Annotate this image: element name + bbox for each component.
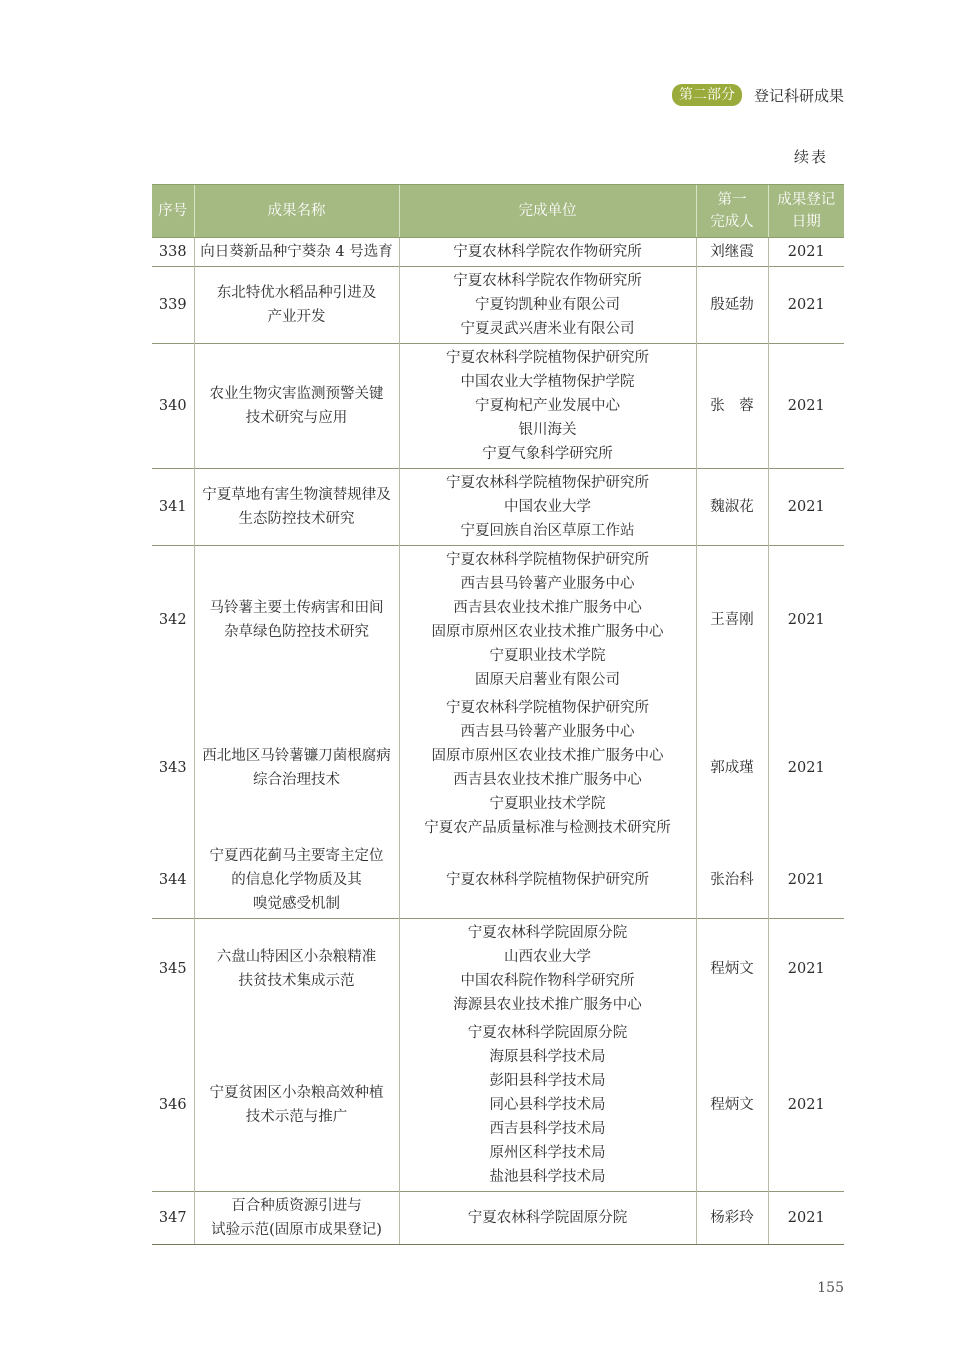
completing-units: [399, 1019, 696, 1192]
completing-units-line: 宁夏农林科学院农作物研究所: [453, 273, 642, 289]
registration-year: 2021: [768, 919, 844, 1020]
table-row: [152, 344, 844, 469]
completing-units-line: 宁夏枸杞产业发展中心: [475, 398, 620, 414]
first-person: 张治科: [696, 842, 768, 919]
row-number: 341: [152, 469, 194, 546]
completing-units-line: 原州区科学技术局: [489, 1145, 606, 1161]
registration-year: 2021: [768, 238, 844, 267]
completing-units-line: 宁夏农林科学院固原分院: [467, 1025, 628, 1041]
row-number: 344: [158, 872, 187, 888]
first-person: 魏淑花: [696, 469, 768, 546]
section-title: 登记科研成果: [753, 86, 844, 105]
completing-units-line: 宁夏农林科学院植物保护研究所: [446, 350, 649, 366]
registration-year: 2021: [768, 344, 844, 469]
result-name: [194, 469, 399, 546]
completing-units-line: 西吉县马铃薯产业服务中心: [460, 724, 635, 740]
completing-units-line: 山西农业大学: [504, 949, 591, 965]
result-name-line: 宁夏草地有害生物演替规律及: [202, 487, 391, 503]
table-body: [152, 238, 844, 1245]
result-name: [194, 919, 399, 1020]
registration-year: 2021: [768, 546, 844, 695]
completing-units-line: 固原天启薯业有限公司: [475, 672, 620, 688]
result-name-line: 六盘山特困区小杂粮精准: [216, 949, 377, 965]
result-name-line: 技术研究与应用: [245, 410, 348, 426]
first-person: 殷延勃: [696, 267, 768, 344]
row-number: 339: [152, 267, 194, 344]
completing-units-line: 宁夏农林科学院固原分院: [467, 1210, 628, 1226]
result-name-line: 扶贫技术集成示范: [238, 973, 355, 989]
result-name-line: 生态防控技术研究: [238, 511, 355, 527]
completing-units-line: 盐池县科学技术局: [489, 1169, 606, 1185]
first-person: 刘继霞: [696, 238, 768, 267]
first-person: 王喜刚: [696, 546, 768, 695]
registration-year: 2021: [768, 267, 844, 344]
row-number: 342: [152, 546, 194, 695]
row-number: 343: [158, 760, 187, 776]
header-text: 成果登记: [777, 192, 836, 208]
completing-units-line: 宁夏钧凯种业有限公司: [475, 297, 620, 313]
completing-units-line: 宁夏农林科学院固原分院: [467, 925, 628, 941]
completing-units: [399, 842, 696, 919]
registration-year: 2021: [768, 694, 844, 842]
col-header-name: [194, 185, 399, 238]
header-text: 日期: [791, 214, 821, 230]
result-name-line: 东北特优水稻品种引进及: [216, 285, 377, 301]
result-name: [194, 267, 399, 344]
completing-units-line: 中国农业大学: [504, 499, 591, 515]
registration-year: 2021: [768, 842, 844, 919]
first-person: 程炳文: [696, 919, 768, 1020]
running-header: [672, 84, 844, 106]
result-name-line: 产业开发: [267, 309, 326, 325]
completing-units: [399, 344, 696, 469]
completing-units-line: 同心县科学技术局: [489, 1097, 606, 1113]
header-text: 序号: [158, 203, 188, 219]
result-name: [194, 1192, 399, 1245]
result-name: [194, 546, 399, 695]
completing-units-line: 西吉县农业技术推广服务中心: [453, 772, 642, 788]
completing-units: [399, 238, 696, 267]
row-number: 338: [152, 238, 194, 267]
row-number: 347: [152, 1192, 194, 1245]
result-name-line: 技术示范与推广: [245, 1109, 348, 1125]
completing-units-line: 宁夏农林科学院植物保护研究所: [446, 552, 649, 568]
page-number: 155: [817, 1280, 844, 1296]
registration-year: 2021: [768, 469, 844, 546]
completing-units-line: 宁夏职业技术学院: [489, 648, 606, 664]
completing-units: [399, 469, 696, 546]
completing-units-line: 固原市原州区农业技术推广服务中心: [431, 624, 664, 640]
completing-units-line: 彭阳县科学技术局: [489, 1073, 606, 1089]
col-header-person: [696, 185, 768, 238]
completing-units-line: 宁夏农林科学院植物保护研究所: [446, 872, 649, 888]
table-row: [152, 238, 844, 267]
completing-units: [399, 694, 696, 842]
completing-units: [399, 546, 696, 695]
part-badge: 第二部分: [672, 84, 742, 106]
completing-units-line: 宁夏农林科学院植物保护研究所: [446, 475, 649, 491]
completing-units-line: 中国农科院作物科学研究所: [460, 973, 635, 989]
first-person: 郭成瑾: [696, 694, 768, 842]
completing-units-line: 宁夏气象科学研究所: [482, 446, 613, 462]
completing-units-line: 固原市原州区农业技术推广服务中心: [431, 748, 664, 764]
row-number: 346: [158, 1097, 187, 1113]
completing-units-line: 宁夏职业技术学院: [489, 796, 606, 812]
continued-label: 续表: [793, 148, 828, 166]
header-text: 成果名称: [267, 203, 326, 219]
table-row: [152, 842, 844, 919]
result-name: [194, 1019, 399, 1192]
completing-units-line: 宁夏农林科学院植物保护研究所: [446, 700, 649, 716]
result-name-line: 的信息化学物质及其: [231, 872, 362, 888]
completing-units-line: 银川海关: [518, 422, 577, 438]
table-row: [152, 469, 844, 546]
completing-units-line: 中国农业大学植物保护学院: [460, 374, 635, 390]
result-name-line: 嗅觉感受机制: [253, 896, 340, 912]
table-row: [152, 694, 844, 842]
completing-units-line: 宁夏农林科学院农作物研究所: [453, 244, 642, 260]
completing-units-line: 宁夏灵武兴唐米业有限公司: [460, 321, 635, 337]
completing-units-line: 西吉县农业技术推广服务中心: [453, 600, 642, 616]
completing-units-line: 海源县农业技术推广服务中心: [453, 997, 642, 1013]
completing-units: [399, 1192, 696, 1245]
completing-units: [399, 267, 696, 344]
table-row: [152, 919, 844, 1020]
table-row: [152, 1019, 844, 1192]
result-name-line: 马铃薯主要土传病害和田间: [209, 600, 384, 616]
first-person: 张 蓉: [696, 344, 768, 469]
table-row: [152, 267, 844, 344]
col-header-units: [399, 185, 696, 238]
table-row: [152, 546, 844, 695]
result-name: [194, 344, 399, 469]
table-header-row: [152, 185, 844, 238]
result-name: [194, 842, 399, 919]
first-person: 杨彩玲: [696, 1192, 768, 1245]
completing-units-line: 西吉县科学技术局: [489, 1121, 606, 1137]
row-number: 340: [152, 344, 194, 469]
first-person: 程炳文: [696, 1019, 768, 1192]
completing-units: [399, 919, 696, 1020]
header-text: 完成单位: [518, 203, 577, 219]
table-row: [152, 1192, 844, 1245]
result-name-line: 试验示范(固原市成果登记): [211, 1222, 382, 1238]
result-name-line: 杂草绿色防控技术研究: [224, 624, 369, 640]
result-name-line: 百合种质资源引进与: [231, 1198, 362, 1214]
result-name-line: 农业生物灾害监测预警关键: [209, 386, 384, 402]
completing-units-line: 西吉县马铃薯产业服务中心: [460, 576, 635, 592]
result-name-line: 向日葵新品种宁葵杂 4 号选育: [200, 244, 393, 260]
col-header-no: [152, 185, 194, 238]
result-name-line: 宁夏贫困区小杂粮高效种植: [209, 1085, 384, 1101]
col-header-date: [768, 185, 844, 238]
header-text: 第一: [717, 192, 747, 208]
completing-units-line: 海原县科学技术局: [489, 1049, 606, 1065]
completing-units-line: 宁夏农产品质量标准与检测技术研究所: [424, 820, 671, 836]
result-name-line: 综合治理技术: [253, 772, 340, 788]
result-name: [194, 238, 399, 267]
result-name-line: 西北地区马铃薯镰刀菌根腐病: [202, 748, 391, 764]
registration-year: 2021: [768, 1192, 844, 1245]
result-name-line: 宁夏西花蓟马主要寄主定位: [209, 848, 384, 864]
header-text: 完成人: [710, 214, 754, 230]
results-table: [152, 184, 844, 1245]
row-number: 345: [152, 919, 194, 1020]
registration-year: 2021: [768, 1019, 844, 1192]
completing-units-line: 宁夏回族自治区草原工作站: [460, 523, 635, 539]
result-name: [194, 694, 399, 842]
